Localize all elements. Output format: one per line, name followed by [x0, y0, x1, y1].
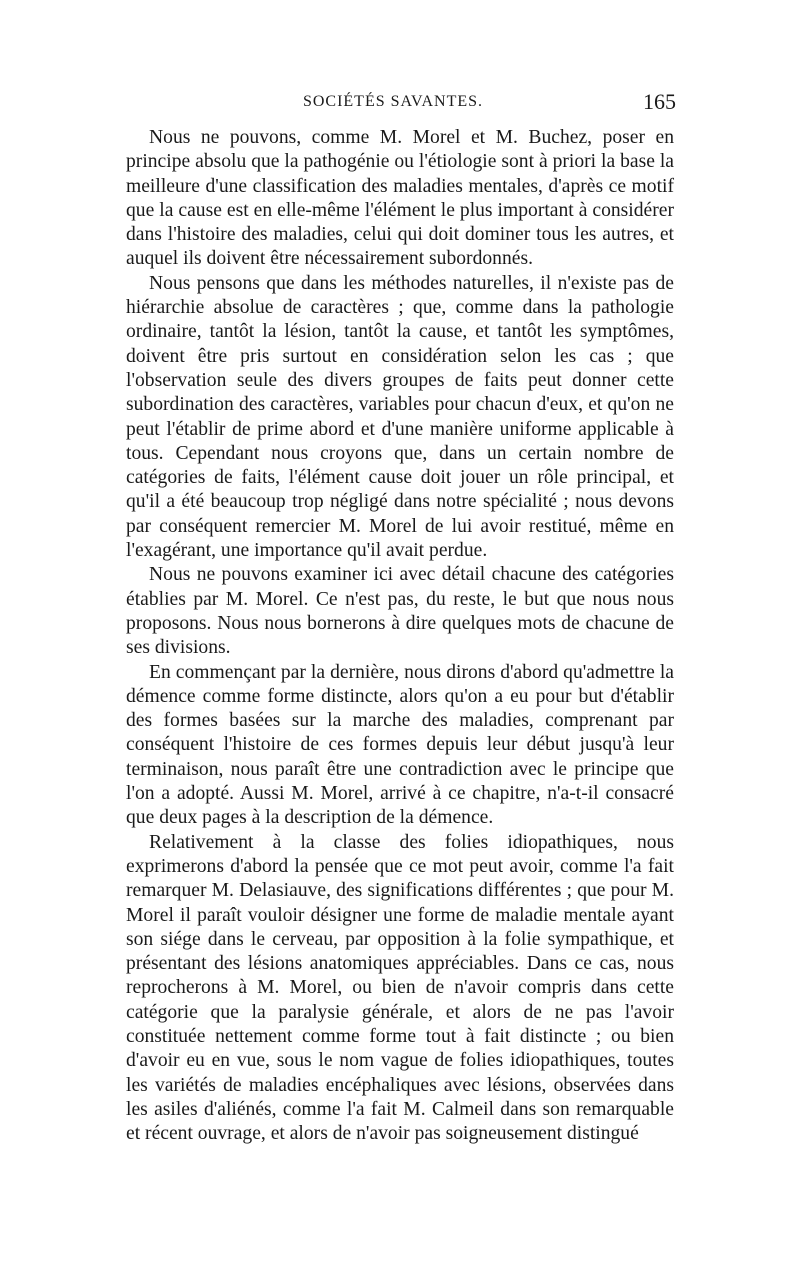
body-text	[126, 126, 674, 1146]
paragraph: Relativement à la classe des folies idiopathiques, nous exprimerons d'abord la pensée que ce mot peut avoir, comme l'a fait remarquer M. Delasiauve, des significations différentes ; que pour M. Morel il paraît vouloir désigner une forme de maladie mentale ayant son siége dans le cerveau, par opposition à la folie sympathique, et présentant des lésions anatomiques appréciables. Dans ce cas, nous reprocherons à M. Morel, ou bien de n'avoir compris dans cette catégorie que la paralysie générale, et alors de ne pas l'avoir constituée nettement comme forme tout à fait distincte ; ou bien d'avoir eu en vue, sous le nom vague de folies idiopathiques, toutes les variétés de maladies encéphaliques avec lésions, observées dans les asiles d'aliénés, comme l'a fait M. Calmeil dans son remarquable et récent ouvrage, et alors de n'avoir pas soigneusement distingué	[126, 831, 674, 1145]
paragraph: Nous ne pouvons, comme M. Morel et M. Buchez, poser en principe absolu que la pathogénie ou l'étiologie sont à priori la base la meilleure d'une classification des maladies mentales, d'après ce motif que la cause est en elle-même l'élément le plus important à considérer dans l'histoire des maladies, celui qui doit dominer tous les autres, et auquel ils doivent être nécessairement subordonnés.	[126, 127, 674, 270]
running-head	[110, 89, 676, 119]
page-number: 165	[643, 89, 676, 114]
running-title: SOCIÉTÉS SAVANTES.	[302, 93, 484, 110]
paragraph: Nous ne pouvons examiner ici avec détail chacune des catégories établies par M. Morel. Ce n'est pas, du reste, le but que nous nous proposons. Nous nous bornerons à dire quelques mots de chacune de ses divisions.	[126, 564, 674, 659]
paragraph: En commençant par la dernière, nous dirons d'abord qu'admettre la démence comme forme distincte, alors qu'on a eu pour but d'établir des formes basées sur la marche des maladies, comprenant par conséquent l'histoire de ces formes depuis leur début jusqu'à leur terminaison, nous paraît être une contradiction avec le principe que l'on a adopté. Aussi M. Morel, arrivé à ce chapitre, n'a-t-il consacré que deux pages à la description de la démence.	[126, 661, 674, 829]
paragraph: Nous pensons que dans les méthodes naturelles, il n'existe pas de hiérarchie absolue de caractères ; que, comme dans la pathologie ordinaire, tantôt la lésion, tantôt la cause, et tantôt les symptômes, doivent être pris surtout en considération selon les cas ; que l'observation seule des divers groupes de faits peut donner cette subordination des caractères, variables pour chacun d'eux, et qu'on ne peut l'établir de prime abord et d'une manière uniforme applicable à tous. Cependant nous croyons que, dans un certain nombre de catégories de faits, l'élément cause doit jouer un rôle principal, et qu'il a été beaucoup trop négligé dans notre spécialité ; nous devons par conséquent remercier M. Morel de lui avoir restitué, même en l'exagérant, une importance qu'il avait perdue.	[126, 272, 674, 562]
